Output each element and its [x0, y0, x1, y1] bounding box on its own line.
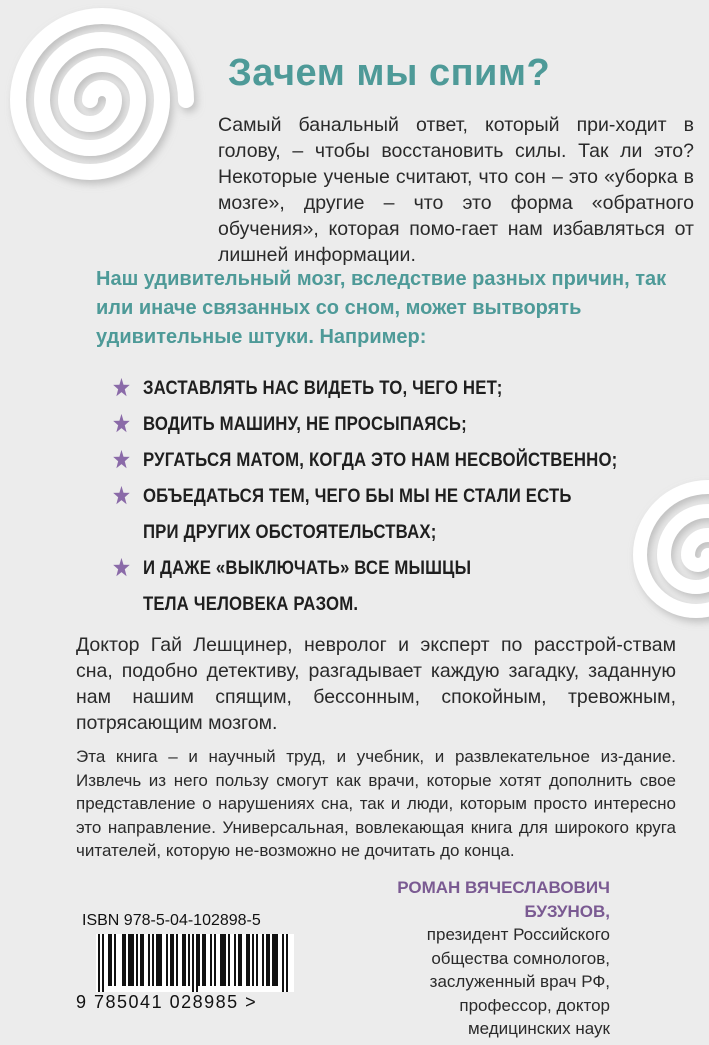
barcode-bar [156, 934, 158, 986]
barcode-bar [262, 934, 264, 986]
barcode-digits: 9 785041 028985 > [76, 992, 258, 1012]
list-item [112, 370, 676, 406]
barcode-bar [248, 934, 250, 986]
star-icon [112, 449, 131, 471]
barcode-bar [172, 934, 174, 986]
barcode-bar [192, 934, 194, 992]
list-item-text: И ДАЖЕ «ВЫКЛЮЧАТЬ» ВСЕ МЫШЦЫ ТЕЛА ЧЕЛОВЕКА РАЗОМ. [142, 557, 472, 615]
barcode-bar [128, 934, 130, 986]
barcode-bar [202, 934, 204, 986]
review-author [340, 876, 610, 1041]
barcode-bar [238, 934, 240, 986]
barcode-bar [224, 934, 226, 986]
list-item-text: РУГАТЬСЯ МАТОМ, КОГДА ЭТО НАМ НЕСВОЙСТВЕННО; [142, 449, 618, 471]
author-role: профессор, доктор [459, 995, 610, 1015]
barcode-bar [210, 934, 212, 986]
barcode-bar [102, 934, 104, 992]
barcode-bar [108, 934, 110, 986]
review-paragraph: Эта книга – и научный труд, и учебник, и развлекательное из-дание. Извлечь из него пользу смогут как врачи, которые хотят дополнить свое представление о нарушениях сна, так и люди, которым просто интересно это направление. Универсальная, вовлекающая книга для широкого круга читателей, которую не-возможно не дочитать до конца. [76, 747, 676, 860]
lead-paragraph: Наш удивительный мозг, вследствие разных причин, так или иначе связанных со сном, может вытворять удивительные штуки. Например: [96, 268, 667, 348]
barcode-bar [196, 934, 198, 992]
barcode-bar [122, 934, 124, 986]
barcode-bar [282, 934, 284, 992]
barcode-bar [274, 934, 276, 986]
author-role: президент Российского [426, 925, 610, 944]
author-role: медицинских наук [467, 1019, 610, 1038]
barcode-bar [158, 934, 160, 986]
barcode-bar [256, 934, 258, 986]
page-title: Зачем мы спим? [228, 52, 551, 94]
barcode-bar [272, 934, 274, 986]
author-role: общества сомнологов, [431, 948, 610, 968]
bullet-list [112, 370, 672, 622]
barcode-bar [234, 934, 236, 986]
barcode-bar [114, 934, 116, 986]
swirl-decoration-top-left [0, 0, 220, 230]
list-item [112, 478, 590, 550]
list-item [112, 442, 676, 478]
barcode-bar [98, 934, 100, 992]
list-item [112, 406, 676, 442]
barcode-bar [286, 934, 288, 992]
description-paragraph: Доктор Гай Лешцинер, невролог и эксперт по расстрой-ствам сна, подобно детективу, разгадывает каждую загадку, заданную нам нашим спящим, бессонным, спокойным, тревожным, потрясающим мозгом. [76, 634, 676, 734]
barcode-bar [198, 934, 200, 986]
list-item-text: ЗАСТАВЛЯТЬ НАС ВИДЕТЬ ТО, ЧЕГО НЕТ; [142, 377, 503, 399]
star-icon [112, 413, 131, 435]
barcode-bars [96, 934, 294, 992]
barcode-bar [246, 934, 248, 986]
barcode-bar [266, 934, 268, 986]
barcode-bar [214, 934, 216, 986]
barcode-bar [152, 934, 154, 986]
barcode-bar [148, 934, 150, 986]
barcode-bar [160, 934, 162, 986]
barcode-bar [222, 934, 224, 986]
barcode-bar [204, 934, 206, 986]
barcode-bar [124, 934, 126, 986]
barcode-bar [188, 934, 190, 986]
barcode-bar [132, 934, 134, 986]
star-icon [112, 377, 131, 399]
barcode-bar [228, 934, 230, 986]
barcode-bar [140, 934, 142, 986]
star-icon [112, 485, 131, 507]
barcode-bar [170, 934, 172, 986]
author-name: РОМАН ВЯЧЕСЛАВОВИЧ БУЗУНОВ, [397, 878, 610, 921]
star-icon [112, 557, 131, 579]
barcode-bar [268, 934, 270, 986]
intro-paragraph: Самый банальный ответ, который при-ходит в голову, – чтобы восстановить силы. Так ли это? Некоторые ученые считают, что сон – это «уборка в мозге», другие – что это форма «обратного обучения», которая помо-гает нам избавляться от лишней информации. [218, 114, 694, 266]
list-item-text: ВОДИТЬ МАШИНУ, НЕ ПРОСЫПАЯСЬ; [142, 413, 467, 435]
barcode-bar [130, 934, 132, 986]
author-role: заслуженный врач РФ, [429, 972, 610, 991]
barcode-bar [182, 934, 184, 986]
isbn-label: ISBN 978-5-04-102898-5 [82, 912, 261, 929]
barcode-bar [176, 934, 178, 986]
barcode-bar [240, 934, 242, 986]
list-item [112, 550, 521, 622]
barcode-bar [110, 934, 112, 986]
barcode-bar [184, 934, 186, 986]
barcode-bar [136, 934, 138, 986]
barcode-bar [252, 934, 254, 986]
barcode-bar [166, 934, 168, 986]
barcode-bar [142, 934, 144, 986]
barcode-bar [220, 934, 222, 986]
barcode-bar [276, 934, 278, 986]
barcode [76, 912, 298, 1022]
list-item-text: ОБЪЕДАТЬСЯ ТЕМ, ЧЕГО БЫ МЫ НЕ СТАЛИ ЕСТЬ ПРИ ДРУГИХ ОБСТОЯТЕЛЬСТВАХ; [142, 485, 572, 543]
